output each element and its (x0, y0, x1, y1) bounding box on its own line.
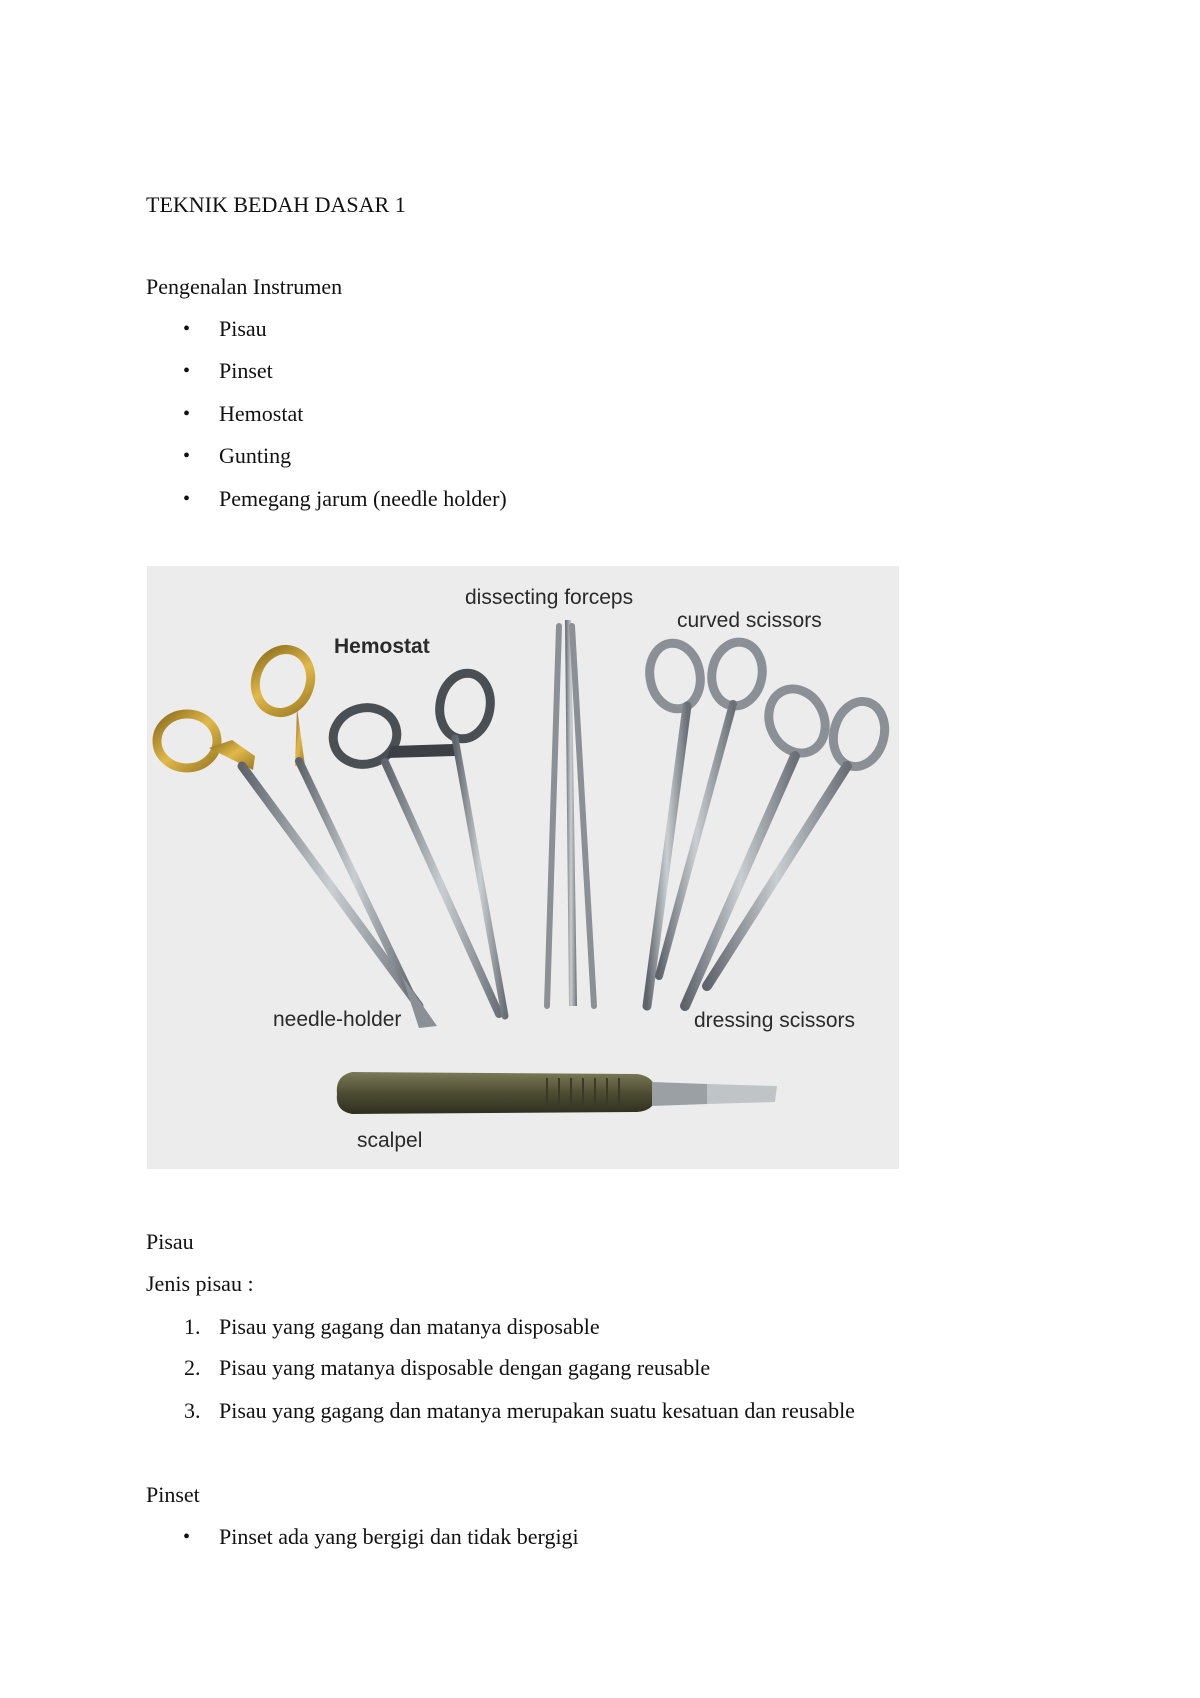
instruments-figure (147, 566, 899, 1169)
label-dressing-scissors: dressing scissors (694, 1009, 856, 1032)
list-item: Hemostat (219, 401, 304, 426)
label-scalpel: scalpel (357, 1129, 423, 1152)
hemostat-instrument (327, 669, 505, 1016)
list-item: Pinset ada yang bergigi dan tidak bergigi (219, 1524, 579, 1549)
document-title: TEKNIK BEDAH DASAR 1 (146, 192, 406, 217)
label-curved-scissors: curved scissors (677, 609, 822, 632)
bullet-marker: • (183, 360, 191, 382)
scalpel-instrument (337, 1072, 777, 1114)
section-heading-pinset: Pinset (146, 1482, 200, 1507)
list-item: Pinset (219, 358, 273, 383)
list-number: 2. (184, 1355, 201, 1380)
bullet-marker: • (183, 403, 191, 425)
label-needle-holder: needle-holder (273, 1008, 402, 1031)
section-heading-pisau: Pisau (146, 1229, 194, 1254)
list-item: Pisau yang gagang dan matanya merupakan suatu kesatuan dan reusable (219, 1398, 855, 1423)
dressing-scissors-instrument (685, 680, 892, 1006)
list-item: Pemegang jarum (needle holder) (219, 486, 507, 511)
list-item: Pisau yang gagang dan matanya disposable (219, 1314, 600, 1339)
needle-holder-instrument (157, 642, 437, 1028)
bullet-marker: • (183, 318, 191, 340)
list-item: Pisau (219, 316, 267, 341)
instruments-illustration (147, 566, 899, 1169)
list-item: Gunting (219, 443, 292, 468)
dissecting-forceps-instrument (547, 620, 594, 1006)
list-number: 1. (184, 1314, 201, 1339)
bullet-marker: • (183, 1526, 191, 1548)
section-heading-pengenalan: Pengenalan Instrumen (146, 274, 343, 299)
label-hemostat: Hemostat (334, 635, 430, 658)
bullet-marker: • (183, 445, 191, 467)
pisau-subheading: Jenis pisau : (146, 1271, 254, 1296)
bullet-marker: • (183, 488, 191, 510)
list-number: 3. (184, 1398, 201, 1423)
label-dissecting-forceps: dissecting forceps (465, 586, 634, 609)
list-item: Pisau yang matanya disposable dengan gagang reusable (219, 1355, 711, 1380)
